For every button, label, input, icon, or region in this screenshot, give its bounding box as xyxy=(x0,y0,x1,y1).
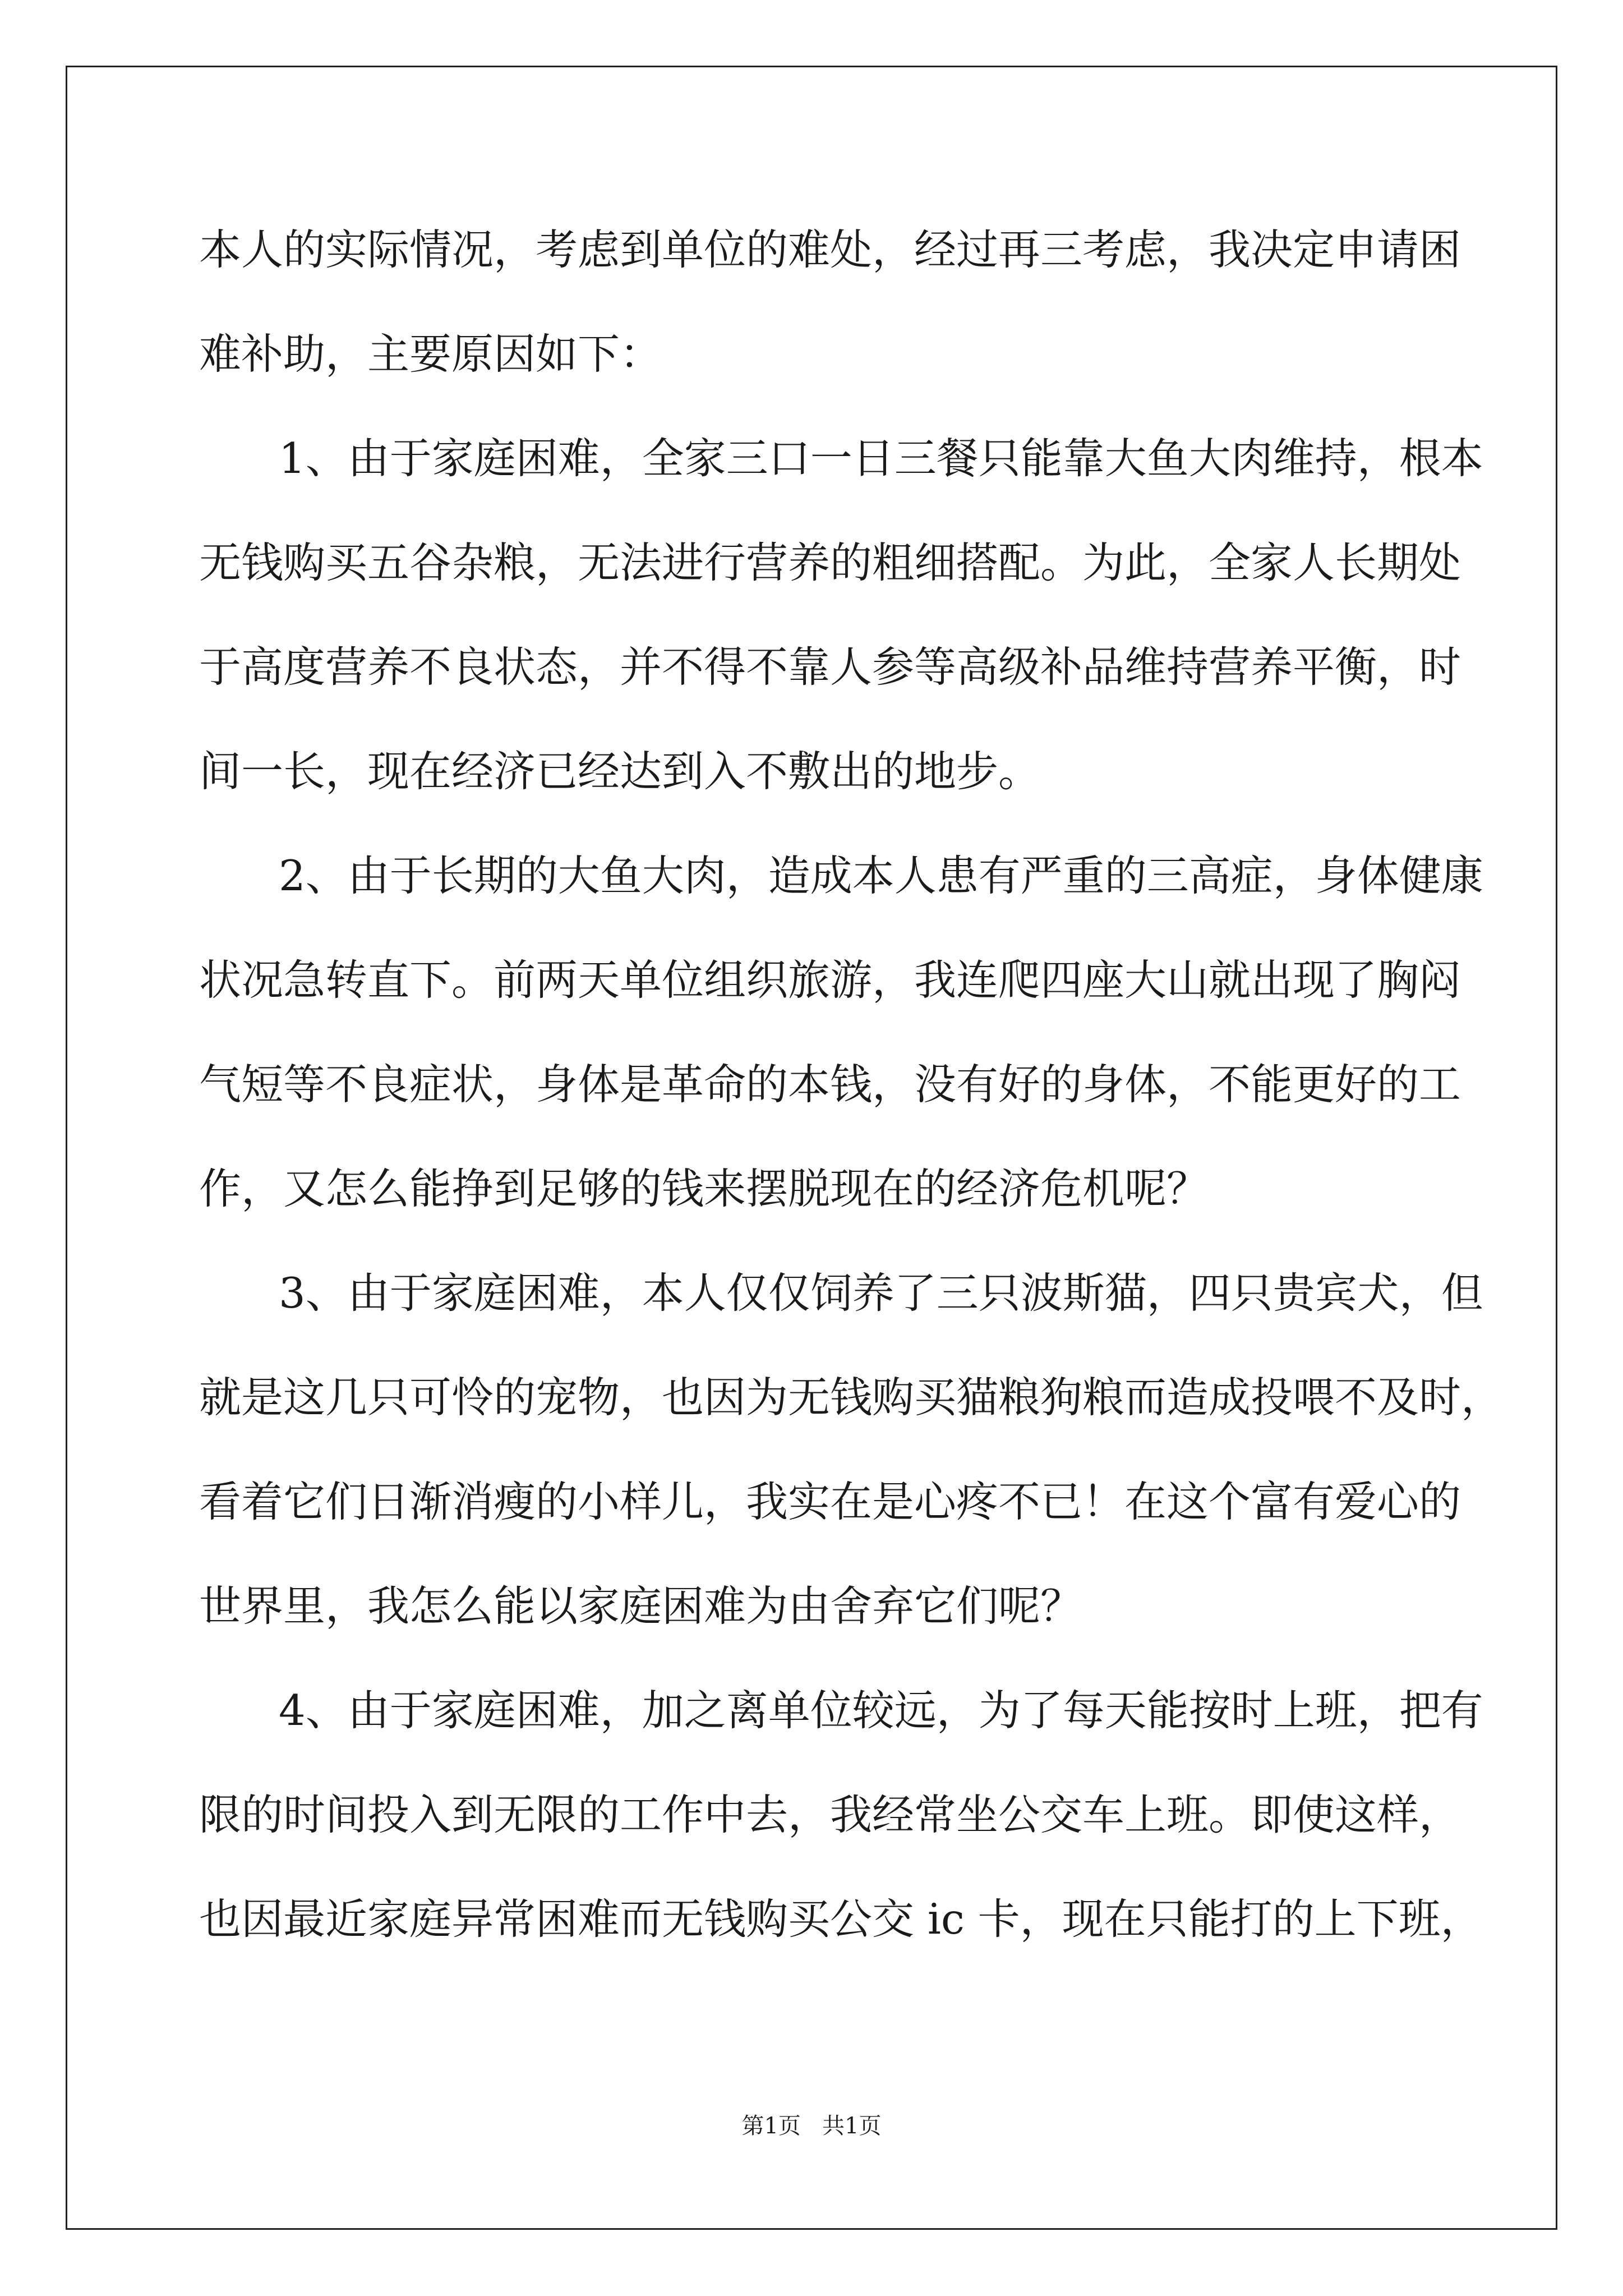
paragraph-3-start: 3、由于家庭困难，本人仅仅饲养了三只波斯猫，四只贵宾犬，但 xyxy=(279,1268,1483,1318)
text-line: 世界里，我怎么能以家庭困难为由舍弃它们呢？ xyxy=(199,1581,1083,1631)
text-line: 就是这几只可怜的宠物，也因为无钱购买猫粮狗粮而造成投喂不及时， xyxy=(199,1373,1504,1422)
paragraph-1-start: 1、由于家庭困难，全家三口一日三餐只能靠大鱼大肉维持，根本 xyxy=(279,434,1483,483)
text-line: 于高度营养不良状态，并不得不靠人参等高级补品维持营养平衡，时 xyxy=(199,642,1461,692)
text-line: 也因最近家庭异常困难而无钱购买公交 ic 卡，现在只能打的上下班， xyxy=(199,1894,1483,1944)
text-line: 本人的实际情况，考虑到单位的难处，经过再三考虑，我决定申请困 xyxy=(199,225,1461,274)
text-line: 看着它们日渐消瘦的小样儿，我实在是心疼不已！在这个富有爱心的 xyxy=(199,1477,1461,1526)
text-line: 无钱购买五谷杂粮，无法进行营养的粗细搭配。为此，全家人长期处 xyxy=(199,538,1461,587)
text-line: 气短等不良症状，身体是革命的本钱，没有好的身体，不能更好的工 xyxy=(199,1060,1461,1109)
text-line: 间一长，现在经济已经达到入不敷出的地步。 xyxy=(199,747,1041,796)
text-line: 难补助，主要原因如下： xyxy=(199,329,662,379)
text-line: 作，又怎么能挣到足够的钱来摆脱现在的经济危机呢？ xyxy=(199,1164,1209,1213)
text-line: 状况急转直下。前两天单位组织旅游，我连爬四座大山就出现了胸闷 xyxy=(199,955,1461,1005)
paragraph-4-start: 4、由于家庭困难，加之离单位较远，为了每天能按时上班，把有 xyxy=(279,1686,1483,1735)
text-line: 限的时间投入到无限的工作中去，我经常坐公交车上班。即使这样， xyxy=(199,1790,1461,1839)
paragraph-2-start: 2、由于长期的大鱼大肉，造成本人患有严重的三高症，身体健康 xyxy=(279,851,1483,900)
page-number-footer: 第1页 共1页 xyxy=(741,2113,882,2139)
